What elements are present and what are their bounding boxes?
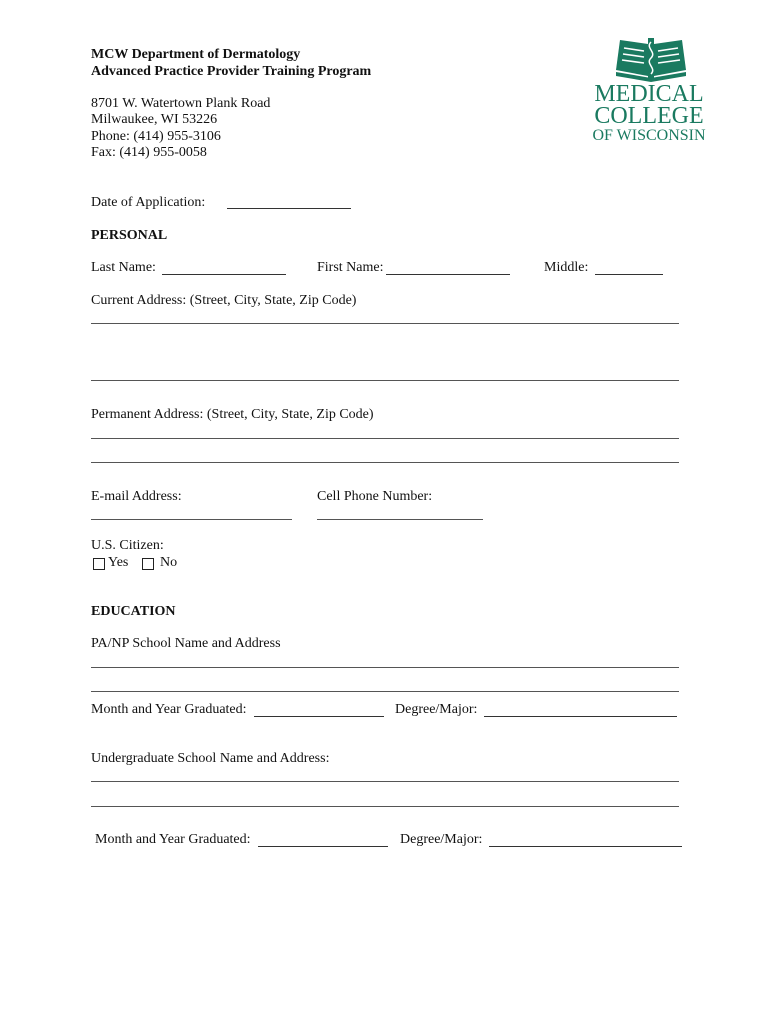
- us-citizen-label: U.S. Citizen:: [91, 538, 164, 553]
- degree-major-field[interactable]: [484, 716, 677, 717]
- logo-line-3: OF WISCONSIN: [592, 127, 706, 144]
- first-name-field[interactable]: [386, 274, 510, 275]
- phone-number: Phone: (414) 955-3106: [91, 129, 221, 144]
- undergrad-degree-major-field[interactable]: [489, 846, 682, 847]
- current-address-label: Current Address: (Street, City, State, Zip Code): [91, 293, 357, 308]
- school-address-line-1[interactable]: [91, 667, 679, 668]
- last-name-label: Last Name:: [91, 260, 156, 275]
- logo-line-1: MEDICAL: [594, 81, 704, 107]
- logo-line-2: COLLEGE: [594, 103, 704, 129]
- address-line-2: Milwaukee, WI 53226: [91, 112, 218, 127]
- cell-phone-field[interactable]: [317, 519, 483, 520]
- middle-name-label: Middle:: [544, 260, 589, 275]
- undergrad-graduation-date-label: Month and Year Graduated:: [95, 832, 251, 847]
- school-name-label: PA/NP School Name and Address: [91, 636, 281, 651]
- address-line-1: 8701 W. Watertown Plank Road: [91, 96, 271, 111]
- citizen-no-checkbox[interactable]: [142, 558, 154, 570]
- undergrad-address-line-1[interactable]: [91, 781, 679, 782]
- email-field[interactable]: [91, 519, 292, 520]
- school-address-line-2[interactable]: [91, 691, 679, 692]
- undergrad-degree-major-label: Degree/Major:: [400, 832, 483, 847]
- current-address-line-2[interactable]: [91, 380, 679, 381]
- email-label: E-mail Address:: [91, 489, 182, 504]
- permanent-address-line-1[interactable]: [91, 438, 679, 439]
- cell-phone-label: Cell Phone Number:: [317, 489, 433, 504]
- personal-heading: PERSONAL: [91, 228, 168, 243]
- citizen-yes-label: Yes: [108, 555, 129, 570]
- degree-major-label: Degree/Major:: [395, 702, 478, 717]
- last-name-field[interactable]: [162, 274, 286, 275]
- education-heading: EDUCATION: [91, 604, 176, 619]
- first-name-label: First Name:: [317, 260, 384, 275]
- undergrad-address-line-2[interactable]: [91, 806, 679, 807]
- undergrad-graduation-date-field[interactable]: [258, 846, 388, 847]
- undergrad-school-label: Undergraduate School Name and Address:: [91, 751, 330, 766]
- graduation-date-field[interactable]: [254, 716, 384, 717]
- middle-name-field[interactable]: [595, 274, 663, 275]
- program-title: Advanced Practice Provider Training Program: [91, 64, 372, 79]
- graduation-date-label: Month and Year Graduated:: [91, 702, 247, 717]
- book-caduceus-icon: [582, 34, 717, 146]
- medical-college-logo: [582, 34, 717, 146]
- citizen-no-label: No: [160, 555, 178, 570]
- date-application-label: Date of Application:: [91, 195, 206, 210]
- date-application-field[interactable]: [227, 208, 351, 209]
- citizen-yes-checkbox[interactable]: [93, 558, 105, 570]
- department-title: MCW Department of Dermatology: [91, 47, 301, 62]
- permanent-address-label: Permanent Address: (Street, City, State, Zip Code): [91, 407, 374, 422]
- fax-number: Fax: (414) 955-0058: [91, 145, 207, 160]
- permanent-address-line-2[interactable]: [91, 462, 679, 463]
- current-address-line-1[interactable]: [91, 323, 679, 324]
